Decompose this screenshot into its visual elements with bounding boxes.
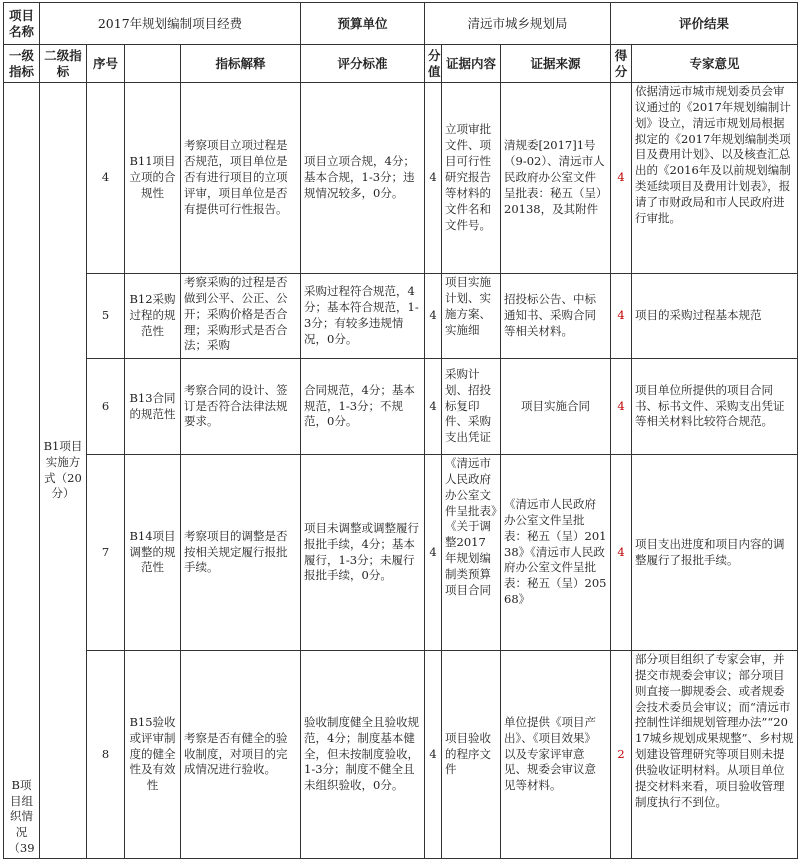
row-score: 4 (611, 359, 632, 455)
row-expert-opinion: 依据清远市城市规划委员会审议通过的《2017年规划编制计划》设立，清远市规划局根据拟定的《2017年规划编制类项目及费用计划》、以及核查汇总出的《2016年及以前规划编制类延续项目及费用计划表》，报请了市财政局和市人民政府进行审批。 (632, 83, 798, 274)
table-row (4, 651, 798, 859)
col-seq: 序号 (87, 45, 125, 83)
row-standard: 验收制度健全且验收规范，4分；制度基本健全，但未按制度验收，1-3分；制度不健全且未组织验收，0分。 (301, 651, 425, 859)
row-evidence-source: 项目实施合同 (501, 359, 611, 455)
row-weight: 4 (425, 83, 442, 274)
col-level2: 二级指标 (40, 45, 87, 83)
row-weight: 4 (425, 274, 442, 359)
row-standard: 合同规范，4分；基本规范，1-3分；不规范，0分。 (301, 359, 425, 455)
row-indicator-name: B11项目立项的合规性 (125, 83, 181, 274)
evaluation-result-label: 评价结果 (611, 3, 798, 45)
row-evidence-source: 《清远市人民政府办公室文件呈批表：秘五（呈）20138》《清远市人民政府办公室文件呈批表：秘五（呈）20568》 (501, 455, 611, 651)
row-evidence-content: 《清远市人民政府办公室文件呈批表》《关于调整2017年规划编制类预算项目合同 (442, 455, 501, 651)
row-indicator-name: B13合同的规范性 (125, 359, 181, 455)
row-evidence-source: 单位提供《项目产出》、《项目效果》以及专家评审意见、规委会审议意见等材料。 (501, 651, 611, 859)
table-row (4, 359, 798, 455)
row-seq: 4 (87, 83, 125, 274)
row-indicator-name: B12采购过程的规范性 (125, 274, 181, 359)
col-standard: 评分标准 (301, 45, 425, 83)
row-seq: 6 (87, 359, 125, 455)
row-score: 4 (611, 274, 632, 359)
col-evidence-source: 证据来源 (501, 45, 611, 83)
row-indicator-name: B15验收或评审制度的健全性及有效性 (125, 651, 181, 859)
row-score: 4 (611, 83, 632, 274)
row-weight: 4 (425, 455, 442, 651)
col-score: 得分 (611, 45, 632, 83)
row-evidence-content: 项目实施计划、实施方案、实施细 (442, 274, 501, 359)
table-row (4, 83, 798, 274)
row-standard: 项目立项合规，4分；基本合规，1-3分；违规情况较多，0分。 (301, 83, 425, 274)
project-name-label: 项目名称 (4, 3, 40, 45)
row-seq: 5 (87, 274, 125, 359)
budget-unit-label: 预算单位 (301, 3, 425, 45)
col-expert: 专家意见 (632, 45, 798, 83)
row-explain: 考察采购的过程是否做到公平、公正、公开；采购价格是否合理；采购形式是否合法；采购 (181, 274, 301, 359)
col-weight: 分值 (425, 45, 442, 83)
evaluation-table (3, 2, 798, 859)
column-header-row (4, 45, 798, 83)
row-explain: 考察项目的调整是否按相关规定履行报批手续。 (181, 455, 301, 651)
col-evidence-content: 证据内容 (442, 45, 501, 83)
row-evidence-content: 立项审批文件、项目可行性研究报告等材料的文件名和文件号。 (442, 83, 501, 274)
row-indicator-name: B14项目调整的规范性 (125, 455, 181, 651)
row-evidence-content: 项目验收的程序文件 (442, 651, 501, 859)
row-explain: 考察项目立项过程是否规范，项目单位是否有进行项目的立项评审，项目单位是否有提供可行性报告。 (181, 83, 301, 274)
project-name-value: 2017年规划编制项目经费 (40, 3, 301, 45)
row-expert-opinion: 项目单位所提供的项目合同书、标书文件、采购支出凭证等相关材料比较符合规范。 (632, 359, 798, 455)
row-standard: 采购过程符合规范，4分；基本符合规范，1-3分；有较多违规情况，0分。 (301, 274, 425, 359)
budget-unit-value: 清远市城乡规划局 (425, 3, 611, 45)
row-weight: 4 (425, 359, 442, 455)
row-evidence-content: 采购计划、招投标复印件、采购支出凭证 (442, 359, 501, 455)
row-score: 4 (611, 455, 632, 651)
table-row (4, 274, 798, 359)
table-row (4, 455, 798, 651)
row-weight: 4 (425, 651, 442, 859)
col-indicator (125, 45, 181, 83)
row-standard: 项目未调整或调整履行报批手续，4分；基本履行，1-3分；未履行报批手续，0分。 (301, 455, 425, 651)
col-level1: 一级指标 (4, 45, 40, 83)
row-score: 2 (611, 651, 632, 859)
level2-indicator: B1项目实施方式（20分） (40, 83, 87, 859)
row-expert-opinion: 项目支出进度和项目内容的调整履行了报批手续。 (632, 455, 798, 651)
header-row (4, 3, 798, 45)
row-explain: 考察合同的设计、签订是否符合法律法规要求。 (181, 359, 301, 455)
level1-indicator: B项目组织情况（39 (4, 83, 40, 859)
row-evidence-source: 招投标公告、中标通知书、采购合同等相关材料。 (501, 274, 611, 359)
row-explain: 考察是否有健全的验收制度，对项目的完成情况进行验收。 (181, 651, 301, 859)
col-explain: 指标解释 (181, 45, 301, 83)
row-seq: 8 (87, 651, 125, 859)
row-expert-opinion: 项目的采购过程基本规范 (632, 274, 798, 359)
row-expert-opinion: 部分项目组织了专家会审，并提交市规委会审议；部分项目则直接一脚规委会、或者规委会技术委员会审议；而“清远市控制性详细规划管理办法”“2017城乡规划成果规整”、乡村规划建设管理研究等项目则未提供验收证明材料。从项目单位提交材料来看，项目验收管理制度执行不到位。 (632, 651, 798, 859)
row-seq: 7 (87, 455, 125, 651)
row-evidence-source: 清规委[2017]1号（9-02）、清远市人民政府办公室文件呈批表：秘五（呈）20138，及其附件 (501, 83, 611, 274)
